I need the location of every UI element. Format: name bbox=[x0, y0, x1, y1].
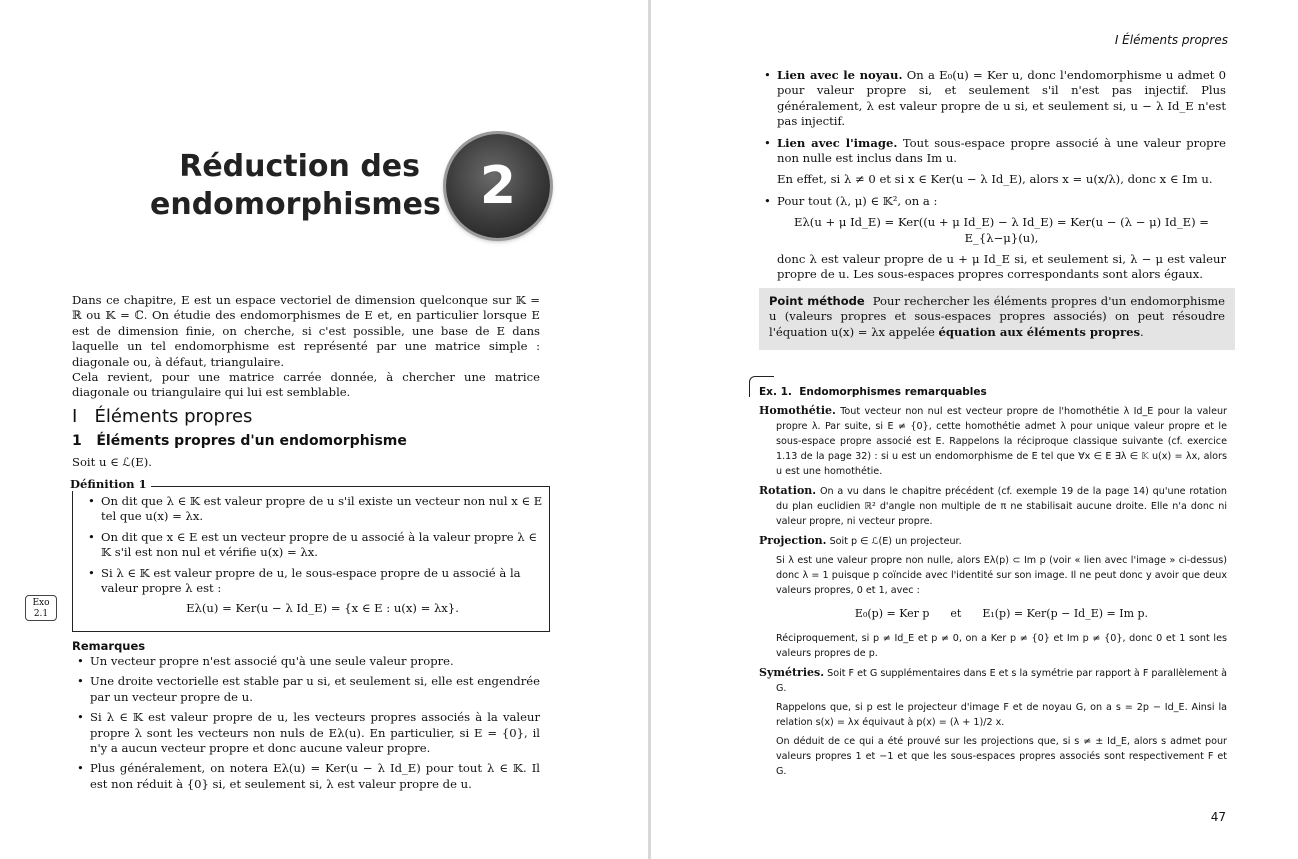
symetries-paragraph-1: Rappelons que, si p est le projecteur d'image F et de noyau G, on a s = 2p − Id_E. Ainsi la relation s(x) = λx équivaut à p(x) = (λ + 1)/2 x. bbox=[776, 702, 1227, 728]
exercise-tag-line1: Exo bbox=[32, 598, 50, 608]
running-head: I Éléments propres bbox=[1114, 33, 1228, 47]
property-item-translation bbox=[762, 194, 1226, 283]
subsection-heading: 1 Éléments propres d'un endomorphisme bbox=[72, 433, 407, 449]
method-bold: équation aux éléments propres bbox=[938, 324, 1140, 339]
definition-item-text: Si λ ∈ 𝕂 est valeur propre de u, le sous-espace propre de u associé à la valeur propre λ est : bbox=[101, 565, 521, 596]
chapter-title-line2: endomorphismes bbox=[150, 187, 441, 222]
section-heading: I Éléments propres bbox=[72, 406, 253, 427]
exercise-tag-line2: 2.1 bbox=[33, 609, 49, 619]
intro-paragraph-1: Dans ce chapitre, E est un espace vectoriel de dimension quelconque sur 𝕂 = ℝ ou 𝕂 = ℂ. On étudie des endomorphismes de E et, en particulier lorsque E est de dimension finie, on cherche, si c'est possible, une base de E dans laquelle un tel endomorphisme est représenté par une matrice simple : diagonale ou, à défaut, triangulaire. bbox=[72, 293, 540, 369]
projection-formula: E₀(p) = Ker p et E₁(p) = Ker(p − Id_E) = Im p. bbox=[854, 607, 1149, 620]
remarks-heading: Remarques bbox=[72, 639, 146, 653]
example-item-text: Soit p ∈ ℒ(E) un projecteur. bbox=[829, 536, 962, 547]
example-rotation bbox=[759, 483, 1227, 529]
remarks-list bbox=[76, 654, 540, 797]
example-item-text: On a vu dans le chapitre précédent (cf. exemple 19 de la page 14) qu'une rotation du plan euclidien ℝ² d'angle non multiple de π ne stabilisait aucune droite. Elle n'a donc ni valeur propre, ni vecteur propre. bbox=[776, 486, 1227, 527]
property-conclusion: donc λ est valeur propre de u + μ Id_E si, et seulement si, λ − μ est valeur propre de u. Les sous-espaces propres correspondants sont alors égaux. bbox=[777, 252, 1226, 282]
example-item-head: Symétries. bbox=[759, 666, 825, 679]
method-text: Pour rechercher les éléments propres d'un endomorphisme u (valeurs propres et sous-espaces propres associés) on peut résoudre l'équation u(x) = λx appelée bbox=[769, 294, 1226, 339]
property-formula: Eλ(u + μ Id_E) = Ker((u + μ Id_E) − λ Id_E) = Ker(u − (λ − μ) Id_E) = E_{λ−μ}(u), bbox=[793, 215, 1210, 245]
chapter-intro bbox=[72, 293, 540, 401]
method-label: Point méthode bbox=[769, 294, 865, 308]
property-lead: Lien avec l'image. bbox=[777, 135, 898, 150]
chapter-number-badge: 2 bbox=[446, 134, 550, 238]
example-item-head: Rotation. bbox=[759, 484, 817, 497]
page-number: 47 bbox=[1210, 810, 1226, 824]
right-page bbox=[651, 0, 1298, 859]
property-text: Pour tout (λ, μ) ∈ 𝕂², on a : bbox=[777, 193, 938, 208]
properties-list bbox=[762, 68, 1226, 289]
property-item-noyau bbox=[762, 68, 1226, 130]
remark-item: • Plus généralement, on notera Eλ(u) = Ker(u − λ Id_E) pour tout λ ∈ 𝕂. Il est non réduit à {0} si, et seulement si, λ est valeur propre de u. bbox=[76, 761, 540, 792]
remark-item: • Une droite vectorielle est stable par u si, et seulement si, elle est engendrée par un vecteur propre de u. bbox=[76, 674, 540, 705]
projection-paragraph-2: Réciproquement, si p ≠ Id_E et p ≠ 0, on a Ker p ≠ {0} et Im p ≠ {0}, donc 0 et 1 sont les valeurs propres de p. bbox=[776, 633, 1227, 659]
chapter-title-line1: Réduction des bbox=[179, 149, 420, 184]
definition-label: Définition 1 bbox=[70, 477, 151, 491]
example-title: Ex. 1. Endomorphismes remarquables bbox=[759, 386, 987, 398]
chapter-title bbox=[150, 148, 441, 224]
example-item-head: Projection. bbox=[759, 534, 827, 547]
exercise-reference-tag[interactable] bbox=[25, 595, 57, 621]
soit-line: Soit u ∈ ℒ(E). bbox=[72, 455, 152, 469]
definition-item: • On dit que λ ∈ 𝕂 est valeur propre de u s'il existe un vecteur non nul x ∈ E tel que u(x) = λx. bbox=[86, 494, 544, 525]
example-homothetie bbox=[759, 403, 1227, 479]
definition-list bbox=[86, 494, 544, 622]
symetries-paragraph-2: On déduit de ce qui a été prouvé sur les projections que, si s ≠ ± Id_E, alors s admet pour valeurs propres 1 et −1 et que les sous-espaces propres associés sont respectivement F et G. bbox=[776, 736, 1227, 777]
remark-item: • Si λ ∈ 𝕂 est valeur propre de u, les vecteurs propres associés à la valeur propre λ sont les vecteurs non nuls de Eλ(u). En particulier, si E = {0}, il n'y a aucun vecteur propre et donc aucune valeur propre. bbox=[76, 710, 540, 756]
example-symetries bbox=[759, 665, 1227, 696]
method-box bbox=[759, 288, 1235, 350]
example-item-text: Soit F et G supplémentaires dans E et s la symétrie par rapport à F parallèlement à G. bbox=[776, 668, 1227, 694]
method-end: . bbox=[1140, 324, 1144, 339]
property-proof: En effet, si λ ≠ 0 et si x ∈ Ker(u − λ Id_E), alors x = u(x/λ), donc x ∈ Im u. bbox=[777, 172, 1213, 187]
example-body bbox=[759, 403, 1227, 783]
intro-paragraph-2: Cela revient, pour une matrice carrée donnée, à chercher une matrice diagonale ou triangulaire qui lui est semblable. bbox=[72, 370, 540, 400]
example-projection bbox=[759, 533, 1227, 549]
example-item-head: Homothétie. bbox=[759, 404, 836, 417]
property-text: On a E₀(u) = Ker u, donc l'endomorphisme u admet 0 pour valeur propre si, et seulement s'il n'est pas injectif. Plus généralement, λ est valeur propre de u si, et seulement si, u − λ Id_E n'est pas injectif. bbox=[777, 68, 1227, 129]
definition-item: • On dit que x ∈ E est un vecteur propre de u associé à la valeur propre λ ∈ 𝕂 s'il est non nul et vérifie u(x) = λx. bbox=[86, 530, 544, 561]
definition-formula: Eλ(u) = Ker(u − λ Id_E) = {x ∈ E : u(x) = λx}. bbox=[186, 601, 459, 616]
definition-item bbox=[86, 566, 544, 617]
remark-item: • Un vecteur propre n'est associé qu'à une seule valeur propre. bbox=[76, 654, 540, 669]
left-page bbox=[0, 0, 648, 859]
example-item-text: Tout vecteur non nul est vecteur propre de l'homothétie λ Id_E pour la valeur propre λ. Par suite, si E ≠ {0}, cette homothétie admet λ pour unique valeur propre et le sous-espace propre associé est E. Rappelons la réciproque classique suivante (cf. exercice 1.13 de la page 32) : si u est un endomorphisme de E tel que ∀x ∈ E ∃λ ∈ 𝕂 u(x) = λx, alors u est une homothétie. bbox=[776, 406, 1227, 477]
property-lead: Lien avec le noyau. bbox=[777, 68, 903, 82]
property-text: Tout sous-espace propre associé à une valeur propre non nulle est inclus dans Im u. bbox=[777, 135, 1227, 166]
projection-paragraph-1: Si λ est une valeur propre non nulle, alors Eλ(p) ⊂ Im p (voir « lien avec l'image » ci-dessus) donc λ = 1 puisque p coïncide avec l'identité sur son image. Il ne peut donc y avoir que deux valeurs propres, 0 et 1, avec : bbox=[776, 555, 1227, 596]
property-item-image bbox=[762, 136, 1226, 188]
